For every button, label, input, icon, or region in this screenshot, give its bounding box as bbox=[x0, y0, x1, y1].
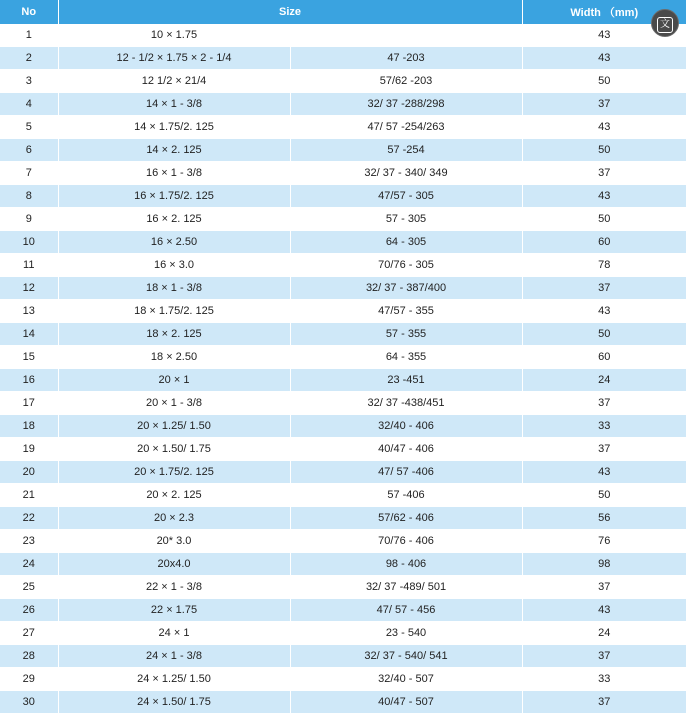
cell-metric: 64 - 355 bbox=[290, 346, 522, 369]
cell-no: 22 bbox=[0, 507, 58, 530]
cell-no: 20 bbox=[0, 461, 58, 484]
table-row bbox=[0, 254, 686, 277]
cell-size: 12 - 1/2 × 1.75 × 2 - 1/4 bbox=[58, 47, 290, 70]
table-row bbox=[0, 553, 686, 576]
cell-width: 43 bbox=[522, 461, 686, 484]
cell-size: 16 × 1 - 3/8 bbox=[58, 162, 290, 185]
cell-no: 1 bbox=[0, 24, 58, 47]
cell-no: 26 bbox=[0, 599, 58, 622]
cell-metric: 47/57 - 355 bbox=[290, 300, 522, 323]
cell-size: 22 × 1 - 3/8 bbox=[58, 576, 290, 599]
cell-size: 20 × 2. 125 bbox=[58, 484, 290, 507]
cell-metric: 32/40 - 406 bbox=[290, 415, 522, 438]
cell-width: 60 bbox=[522, 346, 686, 369]
cell-width: 50 bbox=[522, 70, 686, 93]
cell-width: 37 bbox=[522, 645, 686, 668]
cell-no: 23 bbox=[0, 530, 58, 553]
cell-no: 9 bbox=[0, 208, 58, 231]
table-row bbox=[0, 93, 686, 116]
cell-size: 16 × 1.75/2. 125 bbox=[58, 185, 290, 208]
cell-metric: 47/57 - 305 bbox=[290, 185, 522, 208]
cell-no: 16 bbox=[0, 369, 58, 392]
translate-icon: 文 bbox=[657, 17, 673, 33]
table-row bbox=[0, 346, 686, 369]
cell-width: 37 bbox=[522, 93, 686, 116]
cell-width: 56 bbox=[522, 507, 686, 530]
table-row bbox=[0, 507, 686, 530]
table-row bbox=[0, 461, 686, 484]
table-row bbox=[0, 24, 686, 47]
cell-no: 27 bbox=[0, 622, 58, 645]
table-row bbox=[0, 116, 686, 139]
cell-no: 11 bbox=[0, 254, 58, 277]
table-row bbox=[0, 231, 686, 254]
table-row bbox=[0, 162, 686, 185]
cell-size: 16 × 3.0 bbox=[58, 254, 290, 277]
cell-metric: 32/ 37 -438/451 bbox=[290, 392, 522, 415]
cell-width: 78 bbox=[522, 254, 686, 277]
cell-width: 43 bbox=[522, 24, 686, 47]
cell-size: 18 × 1 - 3/8 bbox=[58, 277, 290, 300]
cell-metric bbox=[290, 24, 522, 47]
table-row bbox=[0, 392, 686, 415]
cell-no: 14 bbox=[0, 323, 58, 346]
table-body bbox=[0, 24, 686, 714]
cell-no: 17 bbox=[0, 392, 58, 415]
cell-no: 12 bbox=[0, 277, 58, 300]
cell-size: 16 × 2. 125 bbox=[58, 208, 290, 231]
cell-metric: 64 - 305 bbox=[290, 231, 522, 254]
table-row bbox=[0, 208, 686, 231]
cell-size: 18 × 2.50 bbox=[58, 346, 290, 369]
cell-no: 4 bbox=[0, 93, 58, 116]
cell-width: 37 bbox=[522, 162, 686, 185]
cell-no: 25 bbox=[0, 576, 58, 599]
cell-width: 50 bbox=[522, 323, 686, 346]
cell-metric: 47/ 57 - 456 bbox=[290, 599, 522, 622]
cell-no: 24 bbox=[0, 553, 58, 576]
cell-metric: 57/62 - 406 bbox=[290, 507, 522, 530]
table-row bbox=[0, 438, 686, 461]
cell-size: 20x4.0 bbox=[58, 553, 290, 576]
table-row bbox=[0, 668, 686, 691]
cell-metric: 47 -203 bbox=[290, 47, 522, 70]
cell-no: 13 bbox=[0, 300, 58, 323]
cell-size: 14 × 1.75/2. 125 bbox=[58, 116, 290, 139]
cell-size: 16 × 2.50 bbox=[58, 231, 290, 254]
cell-width: 50 bbox=[522, 208, 686, 231]
cell-no: 10 bbox=[0, 231, 58, 254]
cell-size: 10 × 1.75 bbox=[58, 24, 290, 47]
cell-size: 14 × 2. 125 bbox=[58, 139, 290, 162]
cell-metric: 32/ 37 - 387/400 bbox=[290, 277, 522, 300]
cell-metric: 98 - 406 bbox=[290, 553, 522, 576]
cell-no: 6 bbox=[0, 139, 58, 162]
cell-width: 98 bbox=[522, 553, 686, 576]
cell-width: 43 bbox=[522, 47, 686, 70]
cell-width: 60 bbox=[522, 231, 686, 254]
cell-metric: 57 - 355 bbox=[290, 323, 522, 346]
cell-size: 20 × 1.25/ 1.50 bbox=[58, 415, 290, 438]
cell-no: 19 bbox=[0, 438, 58, 461]
cell-size: 18 × 2. 125 bbox=[58, 323, 290, 346]
cell-metric: 70/76 - 406 bbox=[290, 530, 522, 553]
table-row bbox=[0, 70, 686, 93]
cell-size: 20* 3.0 bbox=[58, 530, 290, 553]
table-header bbox=[0, 0, 686, 24]
header-no: No bbox=[0, 0, 58, 24]
cell-width: 24 bbox=[522, 369, 686, 392]
cell-metric: 57/62 -203 bbox=[290, 70, 522, 93]
cell-metric: 47/ 57 -254/263 bbox=[290, 116, 522, 139]
cell-width: 50 bbox=[522, 484, 686, 507]
cell-size: 12 1/2 × 21/4 bbox=[58, 70, 290, 93]
cell-size: 20 × 1 - 3/8 bbox=[58, 392, 290, 415]
cell-no: 3 bbox=[0, 70, 58, 93]
cell-width: 43 bbox=[522, 185, 686, 208]
cell-size: 20 × 2.3 bbox=[58, 507, 290, 530]
cell-no: 7 bbox=[0, 162, 58, 185]
cell-metric: 57 -406 bbox=[290, 484, 522, 507]
cell-size: 24 × 1.50/ 1.75 bbox=[58, 691, 290, 714]
cell-size: 24 × 1.25/ 1.50 bbox=[58, 668, 290, 691]
translate-button[interactable] bbox=[651, 9, 679, 37]
cell-metric: 70/76 - 305 bbox=[290, 254, 522, 277]
cell-width: 50 bbox=[522, 139, 686, 162]
cell-no: 5 bbox=[0, 116, 58, 139]
header-width: Width （mm) bbox=[522, 0, 686, 24]
cell-width: 76 bbox=[522, 530, 686, 553]
table-row bbox=[0, 47, 686, 70]
cell-size: 20 × 1 bbox=[58, 369, 290, 392]
cell-metric: 40/47 - 406 bbox=[290, 438, 522, 461]
table-row bbox=[0, 645, 686, 668]
cell-metric: 47/ 57 -406 bbox=[290, 461, 522, 484]
cell-metric: 23 - 540 bbox=[290, 622, 522, 645]
cell-metric: 32/40 - 507 bbox=[290, 668, 522, 691]
cell-size: 22 × 1.75 bbox=[58, 599, 290, 622]
cell-width: 37 bbox=[522, 691, 686, 714]
cell-width: 33 bbox=[522, 668, 686, 691]
cell-metric: 32/ 37 -489/ 501 bbox=[290, 576, 522, 599]
cell-metric: 32/ 37 - 340/ 349 bbox=[290, 162, 522, 185]
cell-size: 18 × 1.75/2. 125 bbox=[58, 300, 290, 323]
table-row bbox=[0, 369, 686, 392]
cell-width: 33 bbox=[522, 415, 686, 438]
cell-no: 21 bbox=[0, 484, 58, 507]
cell-metric: 57 -254 bbox=[290, 139, 522, 162]
cell-width: 43 bbox=[522, 300, 686, 323]
cell-metric: 32/ 37 -288/298 bbox=[290, 93, 522, 116]
cell-metric: 40/47 - 507 bbox=[290, 691, 522, 714]
cell-metric: 57 - 305 bbox=[290, 208, 522, 231]
cell-width: 37 bbox=[522, 576, 686, 599]
cell-size: 24 × 1 bbox=[58, 622, 290, 645]
header-size: Size bbox=[58, 0, 522, 24]
cell-width: 43 bbox=[522, 116, 686, 139]
table-row bbox=[0, 691, 686, 714]
cell-metric: 23 -451 bbox=[290, 369, 522, 392]
cell-metric: 32/ 37 - 540/ 541 bbox=[290, 645, 522, 668]
cell-no: 28 bbox=[0, 645, 58, 668]
table-row bbox=[0, 323, 686, 346]
table-row bbox=[0, 277, 686, 300]
table-row bbox=[0, 415, 686, 438]
table-row bbox=[0, 185, 686, 208]
cell-size: 14 × 1 - 3/8 bbox=[58, 93, 290, 116]
cell-size: 20 × 1.50/ 1.75 bbox=[58, 438, 290, 461]
table-row bbox=[0, 530, 686, 553]
cell-size: 24 × 1 - 3/8 bbox=[58, 645, 290, 668]
table-row bbox=[0, 599, 686, 622]
table-row bbox=[0, 300, 686, 323]
table-row bbox=[0, 576, 686, 599]
cell-no: 2 bbox=[0, 47, 58, 70]
cell-no: 30 bbox=[0, 691, 58, 714]
cell-width: 37 bbox=[522, 438, 686, 461]
cell-size: 20 × 1.75/2. 125 bbox=[58, 461, 290, 484]
table-row bbox=[0, 622, 686, 645]
cell-width: 37 bbox=[522, 277, 686, 300]
cell-width: 43 bbox=[522, 599, 686, 622]
cell-no: 18 bbox=[0, 415, 58, 438]
table-row bbox=[0, 484, 686, 507]
cell-no: 8 bbox=[0, 185, 58, 208]
cell-width: 24 bbox=[522, 622, 686, 645]
cell-no: 15 bbox=[0, 346, 58, 369]
table-row bbox=[0, 139, 686, 162]
header-row bbox=[0, 0, 686, 24]
cell-no: 29 bbox=[0, 668, 58, 691]
cell-width: 37 bbox=[522, 392, 686, 415]
